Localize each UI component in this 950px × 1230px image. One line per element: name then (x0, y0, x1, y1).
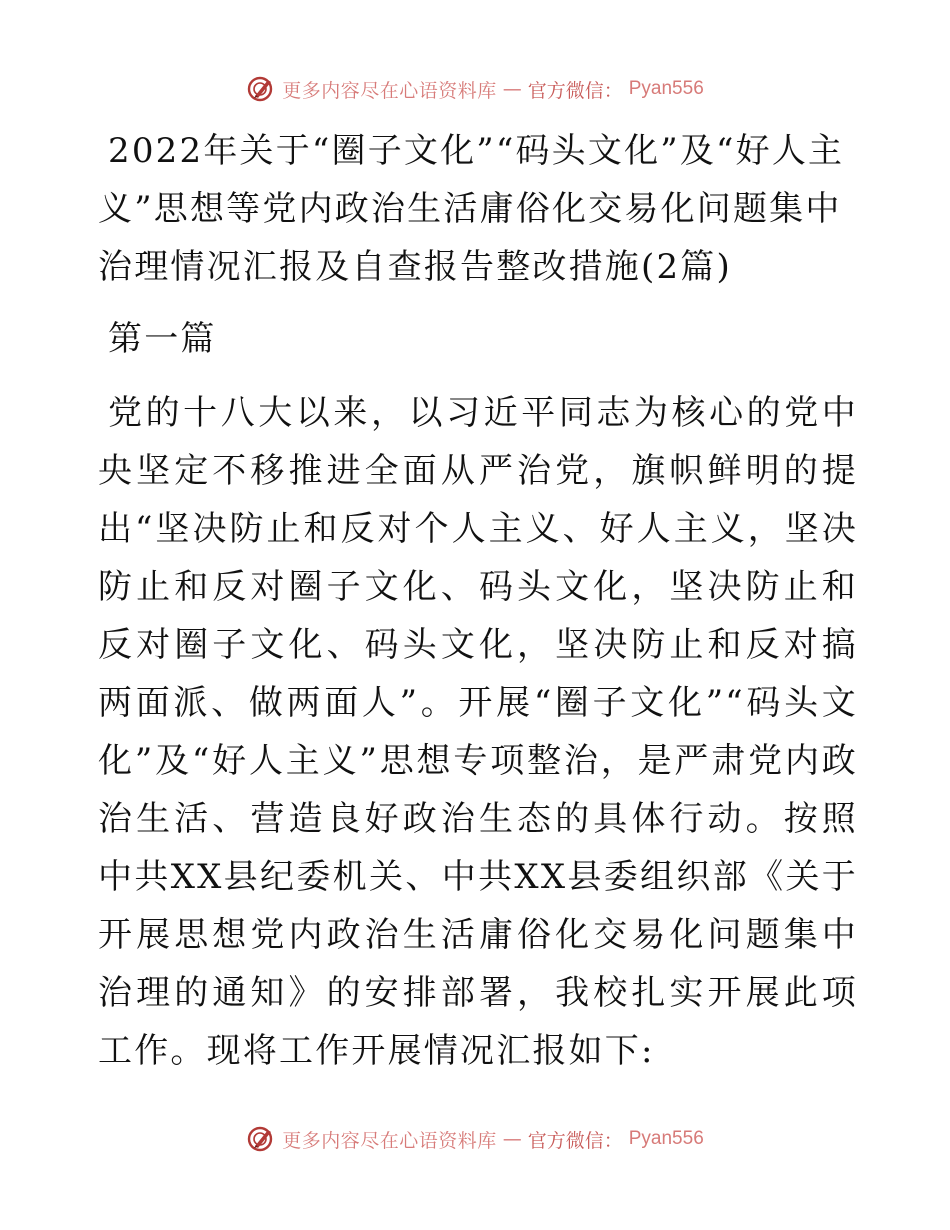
watermark-dash: — (502, 1128, 522, 1150)
section-label: 第一篇 (108, 319, 217, 359)
document-title: 2022年关于“圈子文化”“码头文化”及“好人主义”思想等党内政治生活庸俗化交易化问题集中治理情况汇报及自查报告整改措施(2篇) (98, 131, 845, 287)
watermark-site-text: 更多内容尽在心语资料库 (282, 1129, 497, 1152)
watermark-dash: — (502, 78, 522, 100)
watermark-site-text: 更多内容尽在心语资料库 (282, 79, 497, 102)
watermark-wechat-id: Pyan556 (628, 78, 704, 99)
document-body (98, 122, 858, 1080)
watermark-wechat-id: Pyan556 (628, 1128, 704, 1149)
footer-watermark (0, 1124, 950, 1154)
seal-pen-logo-icon (246, 1124, 276, 1154)
body-paragraph: 党的十八大以来，以习近平同志为核心的党中央坚定不移推进全面从严治党，旗帜鲜明的提出“坚决防止和反对个人主义、好人主义，坚决防止和反对圈子文化、码头文化，坚决防止和反对圈子文化、码头文化，坚决防止和反对搞两面派、做两面人”。开展“圈子文化”“码头文化”及“好人主义”思想专项整治，是严肃党内政治生活、营造良好政治生态的具体行动。按照中共XX县纪委机关、中共XX县委组织部《关于开展思想党内政治生活庸俗化交易化问题集中治理的通知》的安排部署，我校扎实开展此项工作。现将工作开展情况汇报如下: (98, 393, 858, 1071)
watermark-wechat-label: 官方微信： (527, 79, 623, 102)
watermark-wechat-label: 官方微信： (527, 1129, 623, 1152)
header-watermark (0, 74, 950, 104)
seal-pen-logo-icon (246, 74, 276, 104)
